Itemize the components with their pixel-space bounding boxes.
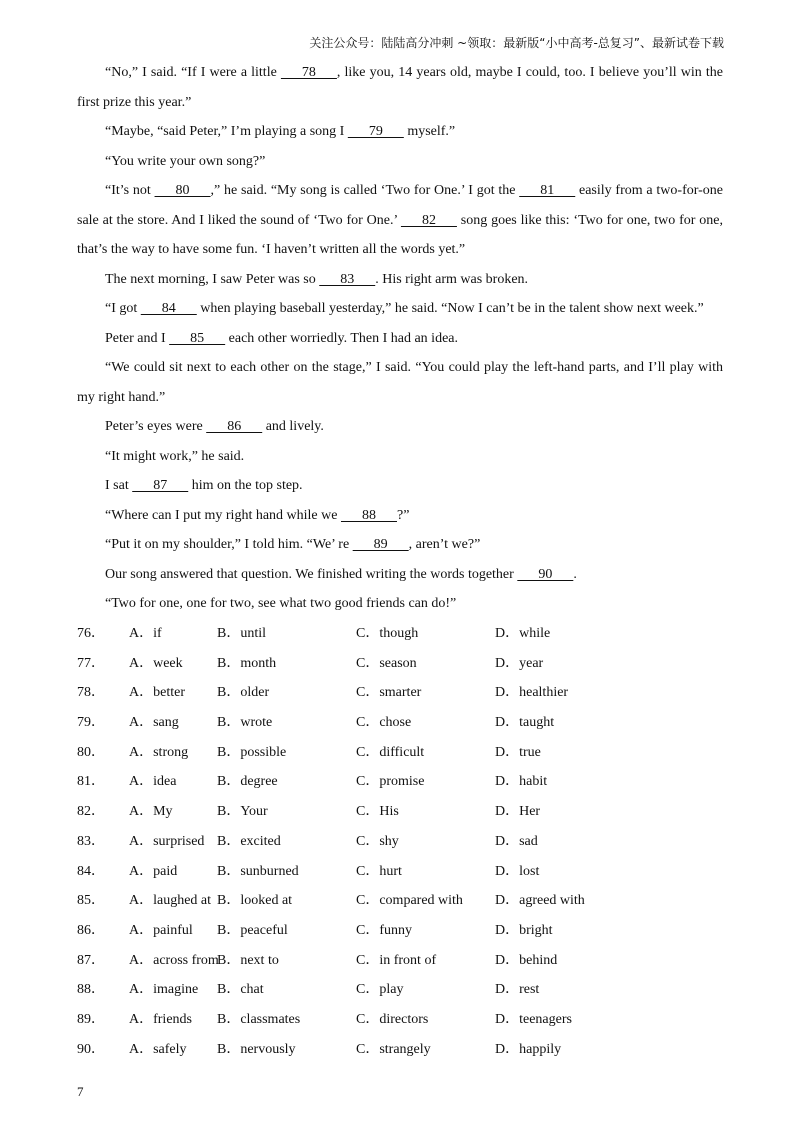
- question-number: 82．: [77, 804, 105, 820]
- option-a[interactable]: A．paid: [129, 863, 178, 879]
- question-number: 89．: [77, 1011, 105, 1027]
- option-d[interactable]: D．lost: [495, 863, 540, 879]
- option-a[interactable]: A．safely: [129, 1041, 187, 1057]
- blank-number: 83: [319, 271, 376, 287]
- blank-number: 90: [517, 566, 574, 582]
- option-d[interactable]: D．while: [495, 626, 551, 641]
- blank-number: 89: [352, 537, 409, 552]
- option-b[interactable]: B．month: [217, 655, 277, 671]
- passage-text: him on the top step.: [188, 478, 303, 493]
- option-d[interactable]: D．rest: [495, 982, 540, 998]
- passage-text: “Maybe, “said Peter,” I’m playing a song I: [105, 124, 348, 139]
- passage-text: each other worriedly. Then I had an idea.: [225, 330, 459, 346]
- passage-text: easily from a two-for-one sale at the store. And I liked the sound of ‘Two for One.’: [77, 183, 723, 228]
- option-c[interactable]: C．funny: [356, 922, 412, 938]
- passage-paragraph: [77, 176, 723, 265]
- option-a[interactable]: A．My: [129, 804, 173, 820]
- passage-text: “No,” I said. “If I were a little: [105, 65, 281, 80]
- options-list: [77, 619, 723, 1064]
- passage-text: song goes like this: ‘Two for one, two for one, that’s the way to have some fun. ‘I haven’t written all the words yet.”: [77, 212, 723, 257]
- passage-text: Our song answered that question. We finished writing the words together: [105, 566, 518, 582]
- option-b[interactable]: B．sunburned: [217, 863, 299, 879]
- blank-number: 82: [400, 212, 457, 228]
- page-header: 关注公众号：陆陆高分冲刺 ~领取：最新版“小中高考-总复习”、最新试卷下载: [309, 36, 724, 50]
- option-c[interactable]: C．smarter: [356, 685, 422, 701]
- option-c[interactable]: C．difficult: [356, 744, 425, 760]
- option-b[interactable]: B．looked at: [217, 893, 293, 909]
- question-row: [77, 946, 723, 976]
- passage-text: when playing baseball yesterday,” he said. “Now I can’t be in the talent show next week.”: [196, 301, 704, 316]
- passage-text: I sat: [105, 478, 133, 493]
- passage-text: .: [573, 566, 577, 582]
- option-d[interactable]: D．agreed with: [495, 893, 585, 909]
- passage-text: “It might work,” he said.: [105, 448, 245, 464]
- option-c[interactable]: C．His: [356, 804, 399, 820]
- option-d[interactable]: D．behind: [495, 952, 558, 968]
- option-a[interactable]: A．better: [129, 685, 185, 701]
- passage-paragraph: [77, 294, 723, 324]
- passage-paragraph: [77, 324, 723, 354]
- passage-paragraph: [77, 147, 723, 177]
- option-c[interactable]: C．strangely: [356, 1041, 431, 1057]
- option-a[interactable]: A．if: [129, 626, 162, 641]
- blank-number: 81: [519, 183, 576, 198]
- option-c[interactable]: C．shy: [356, 833, 399, 849]
- passage-text: “Where can I put my right hand while we: [105, 507, 341, 523]
- option-c[interactable]: C．hurt: [356, 863, 402, 879]
- option-a[interactable]: A．imagine: [129, 982, 199, 998]
- option-c[interactable]: C．though: [356, 626, 419, 641]
- option-b[interactable]: B．peaceful: [217, 922, 288, 938]
- question-number: 83．: [77, 833, 105, 849]
- blank-number: 85: [169, 330, 226, 346]
- question-row: [77, 767, 723, 797]
- blank-number: 79: [347, 124, 404, 139]
- question-row: [77, 827, 723, 857]
- passage-paragraph: [77, 265, 723, 295]
- question-row: [77, 886, 723, 916]
- blank-number: 84: [140, 301, 197, 316]
- passage-text: Peter’s eyes were: [105, 419, 207, 434]
- option-d[interactable]: D．sad: [495, 833, 538, 849]
- passage-text: “You write your own song?”: [105, 153, 266, 169]
- option-c[interactable]: C．directors: [356, 1011, 429, 1027]
- option-b[interactable]: B．degree: [217, 774, 278, 790]
- passage-paragraph: [77, 471, 723, 501]
- question-number: 81．: [77, 774, 105, 790]
- passage-paragraph: [77, 589, 723, 619]
- question-number: 80．: [77, 744, 105, 760]
- question-row: [77, 1035, 723, 1065]
- question-row: [77, 738, 723, 768]
- passage-text: myself.”: [403, 124, 456, 139]
- question-row: [77, 975, 723, 1005]
- blank-number: 78: [280, 65, 337, 80]
- question-row: [77, 619, 723, 649]
- blank-number: 80: [154, 183, 211, 198]
- option-c[interactable]: C．compared with: [356, 893, 463, 909]
- option-a[interactable]: A．idea: [129, 774, 177, 790]
- passage-text: “I got: [105, 301, 141, 316]
- option-b[interactable]: B．nervously: [217, 1041, 296, 1057]
- option-c[interactable]: C．season: [356, 655, 417, 671]
- option-b[interactable]: B．older: [217, 685, 270, 701]
- passage-text: . His right arm was broken.: [375, 271, 529, 287]
- question-row: [77, 797, 723, 827]
- option-d[interactable]: D．happily: [495, 1041, 562, 1057]
- option-d[interactable]: D．Her: [495, 804, 541, 820]
- option-a[interactable]: A．laughed at: [129, 893, 212, 909]
- question-number: 77．: [77, 655, 105, 671]
- question-number: 90．: [77, 1041, 105, 1057]
- option-a[interactable]: A．week: [129, 655, 183, 671]
- option-a[interactable]: A．across from: [129, 952, 219, 968]
- passage-text: ?”: [396, 507, 410, 523]
- passage-paragraph: [77, 560, 723, 590]
- passage-text: , like you, 14 years old, maybe I could, too. I believe you’ll win the first prize this year.”: [77, 65, 723, 110]
- passage: [77, 58, 723, 619]
- option-c[interactable]: C．play: [356, 982, 404, 998]
- question-number: 76．: [77, 626, 105, 641]
- page-number: 7: [77, 1084, 84, 1099]
- question-number: 86．: [77, 922, 105, 938]
- option-d[interactable]: D．true: [495, 744, 541, 760]
- option-b[interactable]: B．Your: [217, 804, 268, 820]
- option-b[interactable]: B．until: [217, 626, 267, 641]
- option-b[interactable]: B．next to: [217, 952, 279, 968]
- passage-paragraph: [77, 412, 723, 442]
- option-a[interactable]: A．friends: [129, 1011, 192, 1027]
- question-row: [77, 916, 723, 946]
- question-number: 85．: [77, 893, 105, 909]
- passage-text: “Put it on my shoulder,” I told him. “We’ re: [105, 537, 353, 552]
- option-b[interactable]: B．chat: [217, 982, 264, 998]
- option-d[interactable]: D．healthier: [495, 685, 569, 701]
- passage-text: “Two for one, one for two, see what two good friends can do!”: [105, 596, 457, 611]
- option-a[interactable]: A．painful: [129, 922, 193, 938]
- option-c[interactable]: C．in front of: [356, 952, 437, 968]
- question-row: [77, 678, 723, 708]
- option-d[interactable]: D．teenagers: [495, 1011, 572, 1027]
- option-b[interactable]: B．excited: [217, 833, 281, 849]
- passage-paragraph: [77, 353, 723, 412]
- option-a[interactable]: A．sang: [129, 715, 179, 731]
- option-c[interactable]: C．promise: [356, 774, 425, 790]
- question-number: 79．: [77, 715, 105, 731]
- question-number: 87．: [77, 952, 105, 968]
- blank-number: 86: [206, 419, 263, 434]
- question-row: [77, 649, 723, 679]
- option-b[interactable]: B．possible: [217, 744, 287, 760]
- blank-number: 88: [340, 507, 397, 523]
- passage-text: Peter and I: [105, 330, 170, 346]
- passage-paragraph: [77, 117, 723, 147]
- option-d[interactable]: D．bright: [495, 922, 553, 938]
- option-a[interactable]: A．surprised: [129, 833, 205, 849]
- passage-paragraph: [77, 442, 723, 472]
- option-a[interactable]: A．strong: [129, 744, 189, 760]
- option-b[interactable]: B．classmates: [217, 1011, 301, 1027]
- passage-text: ,” he said. “My song is called ‘Two for One.’ I got the: [210, 183, 520, 198]
- option-d[interactable]: D．habit: [495, 774, 548, 790]
- passage-paragraph: [77, 530, 723, 560]
- passage-text: “We could sit next to each other on the stage,” I said. “You could play the left-hand parts, and I’ll play with my right hand.”: [77, 360, 723, 405]
- question-number: 84．: [77, 863, 105, 879]
- passage-text: and lively.: [262, 419, 324, 434]
- question-number: 78．: [77, 685, 105, 701]
- question-number: 88．: [77, 982, 105, 998]
- passage-text: The next morning, I saw Peter was so: [105, 271, 320, 287]
- option-d[interactable]: D．taught: [495, 715, 555, 731]
- blank-number: 87: [132, 478, 189, 493]
- passage-text: , aren’t we?”: [408, 537, 481, 552]
- passage-paragraph: [77, 501, 723, 531]
- question-row: [77, 857, 723, 887]
- option-d[interactable]: D．year: [495, 655, 544, 671]
- option-c[interactable]: C．chose: [356, 715, 412, 731]
- passage-text: “It’s not: [105, 183, 155, 198]
- question-row: [77, 708, 723, 738]
- passage-paragraph: [77, 58, 723, 117]
- option-b[interactable]: B．wrote: [217, 715, 273, 731]
- question-row: [77, 1005, 723, 1035]
